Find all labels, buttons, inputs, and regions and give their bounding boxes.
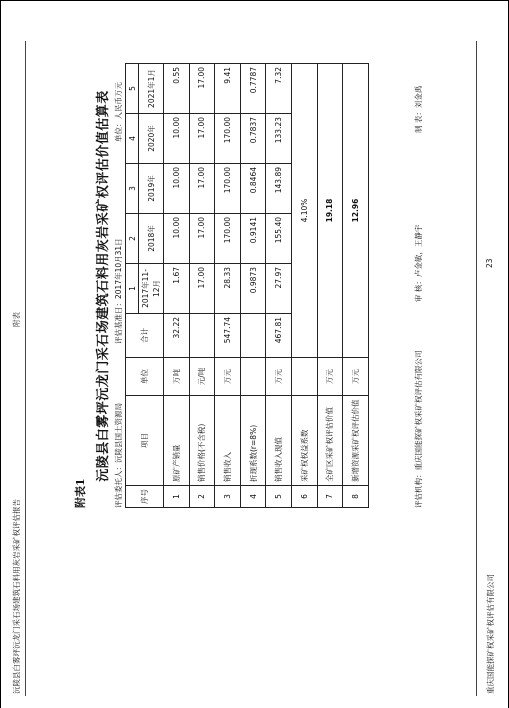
cell-seq: 1 [164, 486, 190, 508]
table-row [266, 64, 292, 508]
cell-value: 10.00 [164, 214, 190, 264]
cell-value: 0.9873 [240, 264, 266, 314]
cell-value: 28.33 [215, 264, 241, 314]
period-number: 3 [126, 164, 139, 214]
cell-value: 17.00 [189, 114, 215, 164]
period-label: 2017年11-12月 [139, 264, 164, 314]
table-row [317, 64, 343, 508]
cell-value: 0.55 [164, 64, 190, 114]
cell-value: 0.7787 [240, 64, 266, 114]
cell-value: 1.67 [164, 264, 190, 314]
col-header-seq: 序号 [126, 486, 164, 508]
cell-value: 0.9141 [240, 214, 266, 264]
cell-total: 32.22 [164, 314, 190, 358]
table-row [240, 64, 266, 508]
cell-item: 销售收入 [215, 396, 241, 486]
cell-total [189, 314, 215, 358]
cell-total: 467.81 [266, 314, 292, 358]
cell-seq: 6 [291, 486, 317, 508]
cell-value: 0.7837 [240, 114, 266, 164]
cell-value: 27.97 [266, 264, 292, 314]
annex-label: 附表1 [74, 478, 87, 508]
cell-merged-value: 19.18 [317, 64, 343, 358]
period-label: 2021年1月 [139, 64, 164, 114]
cell-seq: 7 [317, 486, 343, 508]
cell-item: 全矿区采矿权评估价值 [317, 396, 343, 486]
table-row [291, 64, 317, 508]
cell-total [240, 314, 266, 358]
cell-item: 销售价格(不含税) [189, 396, 215, 486]
cell-value: 170.00 [215, 214, 241, 264]
table-row [343, 64, 369, 508]
col-header-item: 项目 [126, 396, 164, 486]
cell-seq: 5 [266, 486, 292, 508]
signature-org: 评估机构：重庆国能探矿权采矿权评估有限公司 [414, 350, 423, 508]
cell-item: 折现系数(r=8%) [240, 396, 266, 486]
running-header-title: 沅陵县白雾坪沅龙门采石场建筑石料用灰岩采矿权评估报告 [12, 499, 21, 694]
cell-value: 17.00 [189, 64, 215, 114]
cell-unit: 万元 [266, 358, 292, 396]
cell-item: 原矿产销量 [164, 396, 190, 486]
cell-item: 采矿权权益系数 [291, 396, 317, 486]
cell-unit: 元/吨 [189, 358, 215, 396]
table-title: 沅陵县白雾坪沅龙门采石场建筑石料用灰岩采矿权评估价值估算表 [96, 90, 111, 482]
cell-value: 143.89 [266, 164, 292, 214]
cell-unit [240, 358, 266, 396]
header-rule [25, 41, 26, 696]
col-header-unit: 单位 [126, 358, 164, 396]
cell-unit: 万元 [343, 358, 369, 396]
period-number: 2 [126, 214, 139, 264]
cell-value: 9.41 [215, 64, 241, 114]
footer-rule [476, 41, 477, 696]
cell-value: 170.00 [215, 164, 241, 214]
period-number: 1 [126, 264, 139, 314]
cell-item: 新增资源采矿权评估价值 [343, 396, 369, 486]
cell-value: 0.8464 [240, 164, 266, 214]
table-row [215, 64, 241, 508]
cell-total: 547.74 [215, 314, 241, 358]
cell-seq: 3 [215, 486, 241, 508]
cell-unit: 万吨 [164, 358, 190, 396]
client-line: 评估委托人：沅陵县国土资源局 [114, 403, 123, 508]
table-row [189, 64, 215, 508]
cell-seq: 4 [240, 486, 266, 508]
footer-company: 重庆国能探矿权采矿权评估有限公司 [486, 574, 495, 694]
period-number: 4 [126, 114, 139, 164]
period-label: 2018年 [139, 214, 164, 264]
running-header-section: 附表 [12, 312, 21, 327]
cell-value: 155.40 [266, 214, 292, 264]
cell-value: 17.00 [189, 214, 215, 264]
cell-seq: 8 [343, 486, 369, 508]
signature-reviewer: 审 核：卢金敏，王静宇 [414, 224, 423, 302]
cell-seq: 2 [189, 486, 215, 508]
cell-unit [291, 358, 317, 396]
cell-value: 10.00 [164, 164, 190, 214]
table-row [164, 64, 190, 508]
unit-line: 单位：人民币万元 [114, 82, 123, 142]
period-label: 2020年 [139, 114, 164, 164]
period-number: 5 [126, 64, 139, 114]
cell-value: 133.23 [266, 114, 292, 164]
cell-value: 17.00 [189, 164, 215, 214]
cell-unit: 万元 [317, 358, 343, 396]
cell-value: 170.00 [215, 114, 241, 164]
col-header-total: 合计 [126, 314, 164, 358]
signature-maker: 制 表：刘金禹 [414, 85, 423, 133]
cell-value: 17.00 [189, 264, 215, 314]
cell-unit: 万元 [215, 358, 241, 396]
cell-value: 10.00 [164, 114, 190, 164]
cell-merged-value: 12.96 [343, 64, 369, 358]
base-date-line: 评估基准日：2017年10月31日 [114, 238, 123, 344]
valuation-table [125, 63, 369, 508]
period-label: 2019年 [139, 164, 164, 214]
page-number: 23 [485, 258, 494, 268]
cell-value: 7.32 [266, 64, 292, 114]
cell-item: 销售收入现值 [266, 396, 292, 486]
cell-merged-value: 4.10% [291, 64, 317, 358]
